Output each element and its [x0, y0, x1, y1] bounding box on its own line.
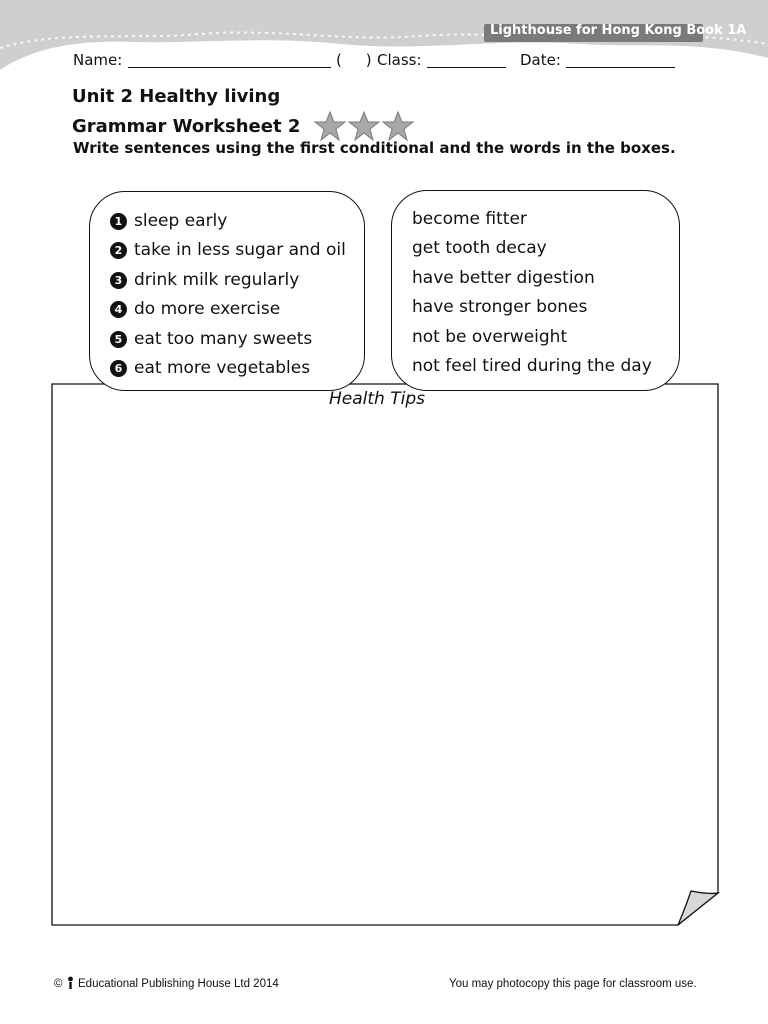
publisher-logo-icon	[66, 976, 75, 990]
word-text: eat too many sweets	[134, 328, 313, 349]
class-number-brackets: ( )	[336, 51, 372, 69]
word-item: have stronger bones	[412, 297, 588, 318]
number-badge: 5	[110, 331, 127, 348]
word-item: become fitter	[412, 209, 527, 229]
date-label: Date:	[520, 51, 561, 69]
copyright-symbol: ©	[54, 978, 63, 990]
word-item	[110, 236, 364, 265]
unit-title: Unit 2 Healthy living	[72, 86, 281, 107]
photocopy-note: You may photocopy this page for classroom use.	[449, 978, 697, 990]
word-list-right	[412, 205, 679, 381]
word-list-left	[110, 207, 364, 383]
word-item: have better digestion	[412, 267, 595, 288]
name-label: Name:	[73, 51, 123, 69]
health-tips-title: Health Tips	[329, 389, 425, 409]
word-box-right	[391, 190, 680, 391]
number-badge: 3	[110, 272, 127, 289]
word-text: sleep early	[134, 211, 228, 231]
number-badge: 2	[110, 242, 127, 259]
worksheet-title: Grammar Worksheet 2	[72, 116, 301, 137]
number-badge: 4	[110, 301, 127, 318]
word-item	[110, 325, 364, 354]
series-tab: Lighthouse for Hong Kong Book 1A	[484, 24, 703, 42]
number-badge: 6	[110, 360, 127, 377]
word-item	[110, 295, 364, 324]
word-item	[110, 207, 364, 236]
word-item	[110, 354, 364, 383]
word-box-left	[89, 191, 365, 391]
health-tips-panel	[51, 383, 720, 928]
instructions: Write sentences using the first conditional and the words in the boxes.	[73, 139, 676, 157]
copyright-text: Educational Publishing House Ltd 2014	[78, 978, 279, 990]
word-item: get tooth decay	[412, 238, 547, 259]
word-text: eat more vegetables	[134, 358, 311, 379]
class-label: Class:	[377, 51, 422, 69]
word-item: not be overweight	[412, 326, 568, 347]
name-field[interactable]	[128, 67, 331, 68]
word-text: do more exercise	[134, 299, 281, 320]
date-field[interactable]	[566, 67, 675, 68]
class-field[interactable]	[427, 67, 506, 68]
word-text: drink milk regularly	[134, 269, 300, 290]
word-item	[110, 266, 364, 295]
number-badge: 1	[110, 213, 127, 230]
word-text: take in less sugar and oil	[134, 240, 346, 261]
word-item: not feel tired during the day	[412, 356, 652, 377]
